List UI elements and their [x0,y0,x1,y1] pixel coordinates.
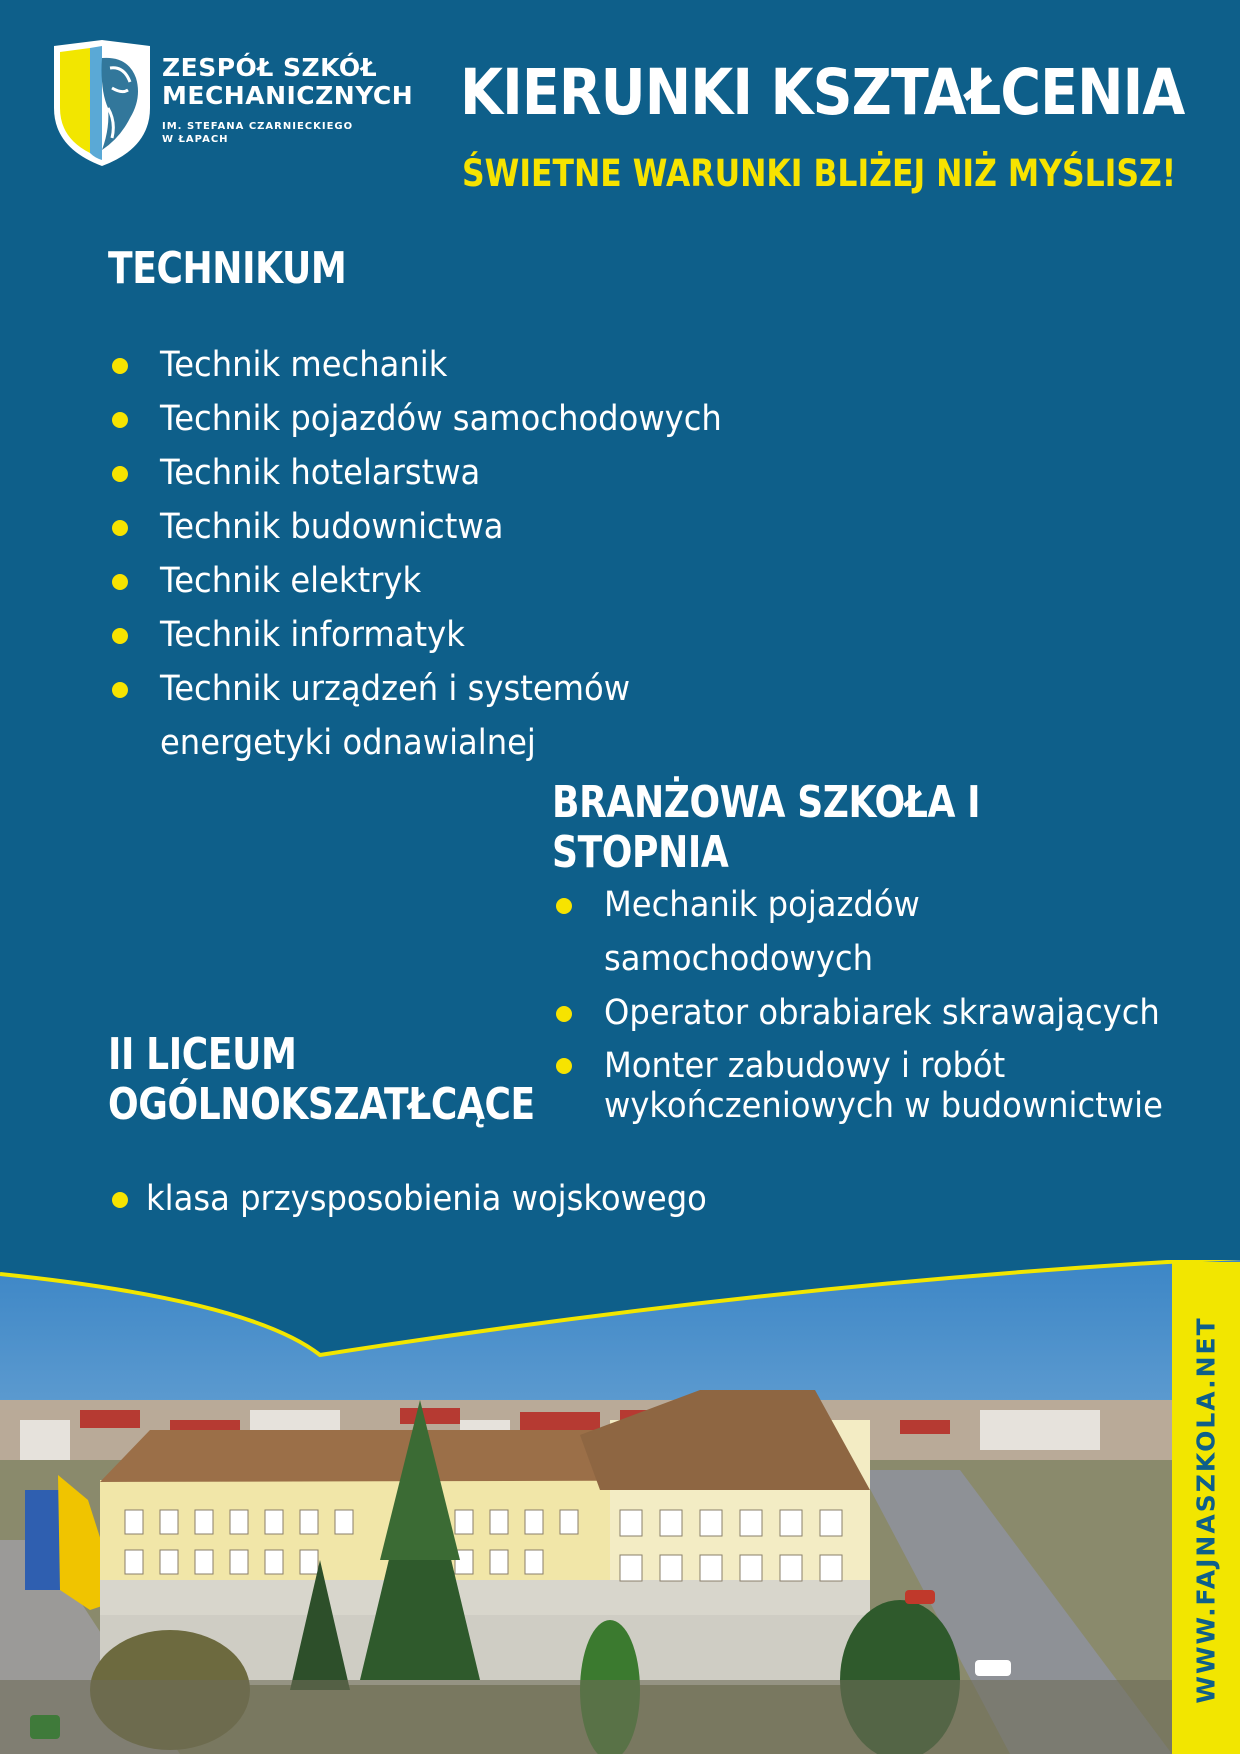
bullet-icon [556,898,572,914]
technikum-heading: TECHNIKUM [108,243,347,294]
branzowa-heading: BRANŻOWA SZKOŁA I STOPNIA [552,777,981,878]
list-item: Technik pojazdów samochodowych [112,392,771,446]
list-item: Technik urządzeń i systemów energetyki odnawialnej [112,662,771,770]
bullet-icon [112,628,128,644]
bullet-icon [112,358,128,374]
school-logo [50,38,414,168]
list-item: Technik hotelarstwa [112,446,771,500]
bullet-icon [112,574,128,590]
bullet-icon [112,466,128,482]
liceum-heading: II LICEUM OGÓLNOKSZATŁCĄCE [108,1029,535,1130]
list-item: Technik elektryk [112,554,771,608]
school-name: ZESPÓŁ SZKÓŁ MECHANICZNYCH [162,53,414,110]
website-link[interactable]: WWW.FAJNASZKOLA.NET [1191,1316,1221,1704]
shield-icon [50,38,155,168]
school-building-photo [0,1260,1240,1754]
bullet-icon [556,1058,572,1074]
branzowa-list [556,878,1211,1126]
bullet-icon [112,412,128,428]
list-item: Technik informatyk [112,608,771,662]
school-patron: IM. STEFANA CZARNIECKIEGO W ŁAPACH [162,121,354,145]
page-subtitle: ŚWIETNE WARUNKI BLIŻEJ NIŻ MYŚLISZ! [462,152,1177,195]
list-item: Technik budownictwa [112,500,771,554]
liceum-list [112,1172,756,1226]
list-item: klasa przysposobienia wojskowego [112,1172,756,1226]
list-item: Monter zabudowy i robót wykończeniowych w budownictwie [556,1040,1211,1126]
bullet-icon [556,1006,572,1022]
list-item: Mechanik pojazdów samochodowych [556,878,1211,986]
technikum-list [112,338,771,770]
page-title: KIERUNKI KSZTAŁCENIA [460,56,1185,129]
bullet-icon [112,520,128,536]
list-item: Operator obrabiarek skrawających [556,986,1211,1040]
list-item: Technik mechanik [112,338,771,392]
bullet-icon [112,1192,128,1208]
bullet-icon [112,682,128,698]
